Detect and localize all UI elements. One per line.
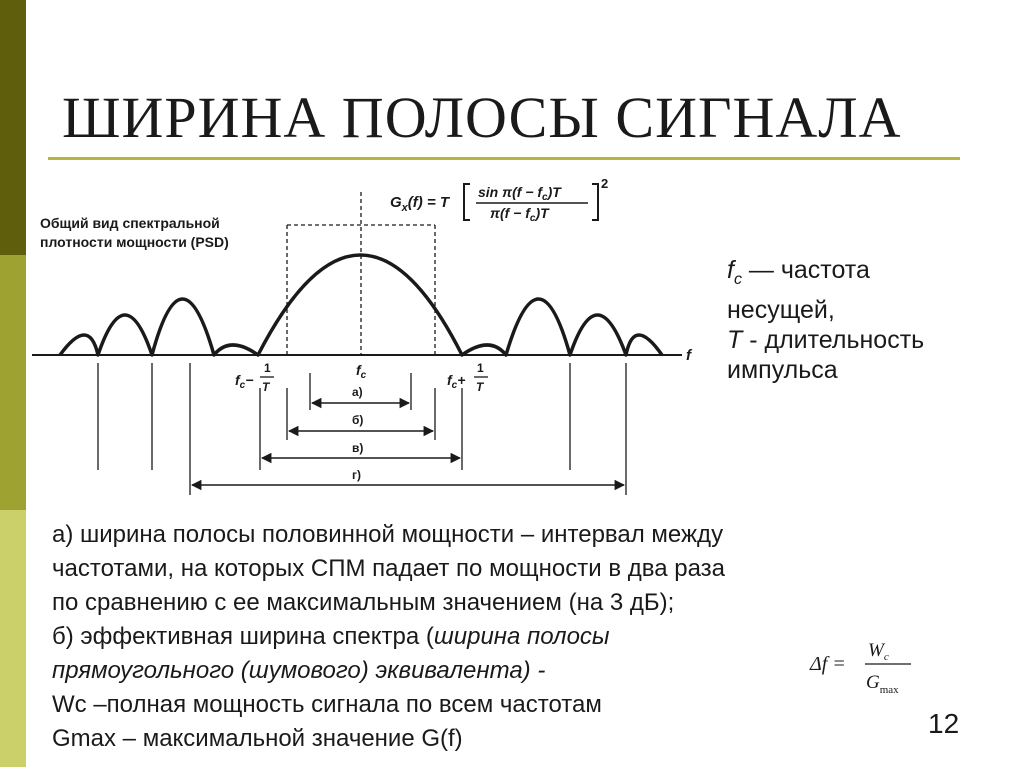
right-null-op: + xyxy=(457,372,466,388)
legend-t-text: - длительность xyxy=(742,326,925,354)
sidebar-block-mid xyxy=(0,255,26,510)
legend-fc-line2: несущей, xyxy=(727,296,835,324)
legend-t-line2: импульса xyxy=(727,356,838,384)
psd-caption-line1: Общий вид спектральной xyxy=(40,215,220,231)
bandwidth-formula-den-sub: max xyxy=(879,684,899,696)
band-a-label: а) xyxy=(352,385,363,399)
legend-t-symbol: T xyxy=(727,326,743,354)
svg-text:fc− xyxy=(235,372,253,391)
svg-text:fc+ xyxy=(447,372,465,391)
psd-band-a xyxy=(312,385,409,403)
legend-t-line xyxy=(727,325,924,355)
slide-title: ШИРИНА ПОЛОСЫ СИГНАЛА xyxy=(62,85,902,150)
right-null-frac-den: T xyxy=(476,380,484,394)
left-null-frac-den: T xyxy=(262,380,270,394)
sidebar-decoration xyxy=(0,0,26,767)
bandwidth-formula xyxy=(808,632,928,702)
svg-text:Gmax xyxy=(866,672,899,696)
body-line-5: прямоугольного (шумового) эквивалента) - xyxy=(52,657,546,684)
left-null-op: − xyxy=(245,372,254,388)
bandwidth-formula-num-sub: c xyxy=(883,651,889,663)
body-line-1: а) ширина полосы половинной мощности – интервал между xyxy=(52,521,724,548)
bandwidth-formula-den: G xyxy=(866,672,880,693)
psd-band-d xyxy=(192,468,624,485)
formula-numerator: sin π(f − f xyxy=(478,184,543,200)
svg-text:Wc xyxy=(868,640,889,663)
formula-bracket-right xyxy=(592,184,598,220)
svg-text:π(f − fc)T xyxy=(490,205,550,224)
formula-numerator-sub: c xyxy=(542,192,548,203)
psd-axis-label: f xyxy=(686,347,691,364)
left-null-frac-num: 1 xyxy=(264,361,271,375)
sidebar-block-light xyxy=(0,510,26,767)
body-line-3: по сравнению с ее максимальным значением (на 3 дБ); xyxy=(52,589,675,616)
body-line-6: Wc –полная мощность сигнала по всем частотам xyxy=(52,691,602,718)
page-number: 12 xyxy=(928,708,960,739)
psd-formula xyxy=(390,176,608,224)
psd-band-b xyxy=(289,413,433,431)
body-line-4a: б) эффективная ширина спектра ( xyxy=(52,623,434,650)
right-null-sub: c xyxy=(451,380,458,391)
legend-fc-sub: c xyxy=(733,271,742,288)
formula-numerator-tail: )T xyxy=(547,184,561,200)
formula-lhs: G xyxy=(390,194,402,211)
left-null-f: f xyxy=(235,372,240,388)
left-null-sub: c xyxy=(239,380,246,391)
body-line-7: Gmax – максимальной значение G(f) xyxy=(52,725,463,752)
band-d-label: г) xyxy=(352,468,361,482)
slide-body-text xyxy=(52,518,812,756)
svg-text:fc xyxy=(356,362,367,381)
formula-denominator-tail: )T xyxy=(535,205,549,221)
sidebar-block-dark xyxy=(0,0,26,255)
formula-lhs-sub: x xyxy=(401,202,408,214)
band-c-label: в) xyxy=(352,441,364,455)
svg-text:Gx(f) = T xyxy=(390,194,451,214)
legend-fc-text: — частота xyxy=(741,256,870,284)
body-line-4b: ширина полосы xyxy=(433,623,610,650)
bandwidth-formula-num: W xyxy=(868,640,884,661)
right-null-frac-num: 1 xyxy=(477,361,484,375)
bandwidth-formula-lhs: Δf = xyxy=(810,653,846,675)
psd-center-label: f xyxy=(356,362,361,378)
legend-fc-symbol: f xyxy=(727,256,734,284)
body-line-4 xyxy=(52,620,812,654)
psd-left-null-label xyxy=(235,361,274,394)
psd-band-c xyxy=(262,441,460,458)
psd-caption-line2: плотности мощности (PSD) xyxy=(40,234,229,250)
formula-denominator: π(f − f xyxy=(490,205,530,221)
svg-text:sin π(f − fc)T xyxy=(478,184,562,203)
body-line-2: частотами, на которых СПМ падает по мощности в два раза xyxy=(52,555,726,582)
band-b-label: б) xyxy=(352,413,364,427)
formula-lhs-arg: (f) = T xyxy=(407,194,450,211)
formula-denominator-sub: c xyxy=(529,213,536,224)
right-null-f: f xyxy=(447,372,452,388)
formula-bracket-left xyxy=(464,184,470,220)
psd-vertical-ticks xyxy=(98,363,626,495)
psd-center-label-sub: c xyxy=(360,370,367,381)
psd-diagram xyxy=(30,170,710,505)
title-underline xyxy=(48,157,960,160)
psd-right-null-label xyxy=(447,361,488,394)
symbol-legend xyxy=(727,255,924,385)
legend-fc-line xyxy=(727,255,924,295)
formula-power: 2 xyxy=(601,176,609,191)
